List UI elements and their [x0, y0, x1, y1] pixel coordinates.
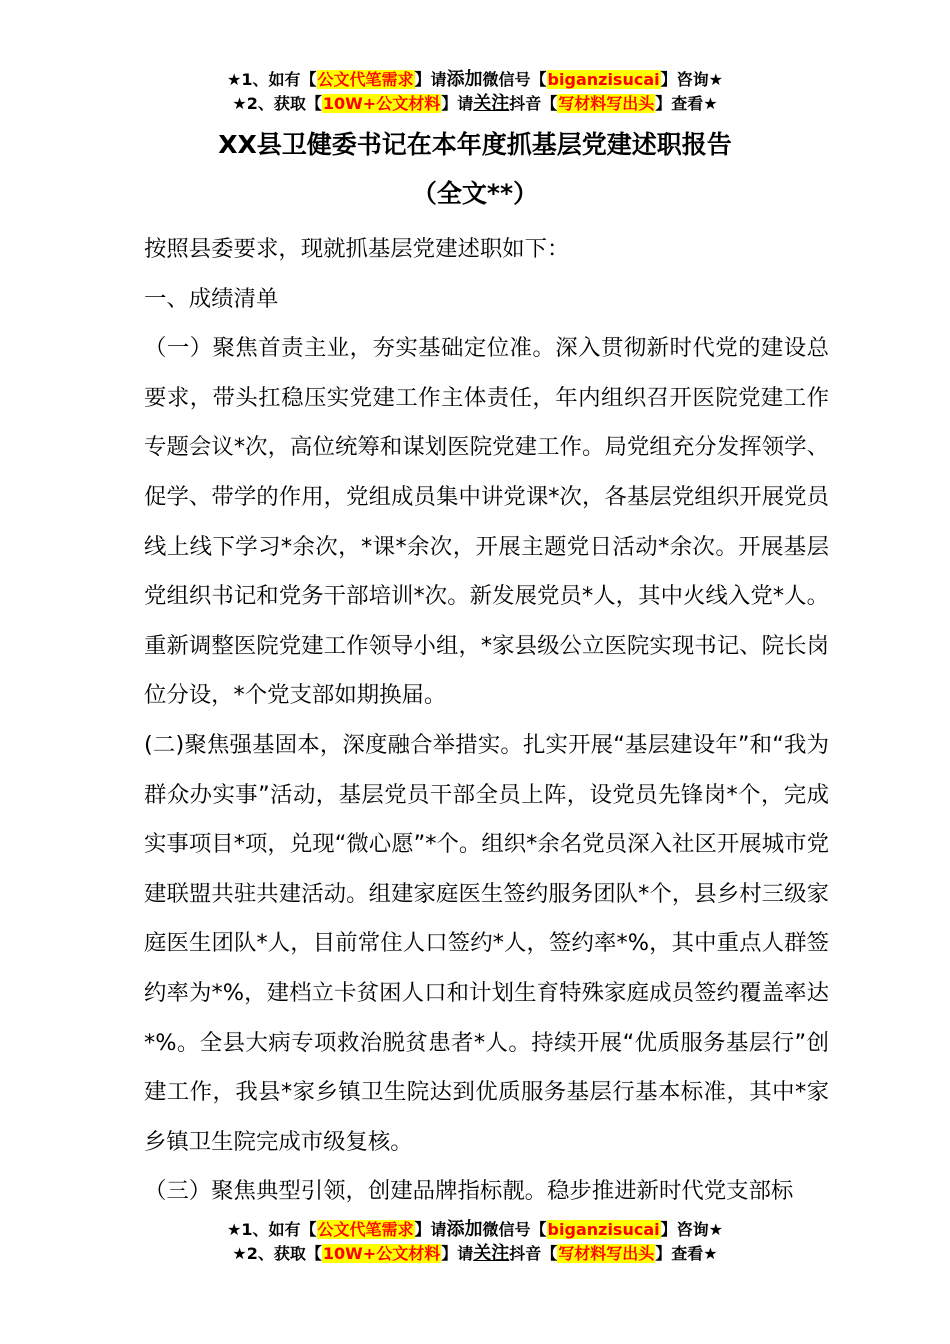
document-title: XX县卫健委书记在本年度抓基层党建述职报告 — [218, 130, 732, 159]
promo-text: 微信号【 — [482, 1220, 547, 1239]
promo-highlight: biganzisucai — [547, 1220, 660, 1239]
promo-highlight: 10W+公文材料 — [322, 1244, 441, 1263]
promo-line-2 — [0, 92, 950, 116]
promo-text: ★2、获取【 — [232, 1244, 322, 1263]
promo-highlight: 10W+公文材料 — [322, 94, 441, 113]
document-body — [144, 225, 829, 1217]
bottom-promo-banner — [0, 1218, 950, 1266]
promo-line-2 — [0, 1242, 950, 1266]
promo-line-1 — [0, 68, 950, 92]
promo-text: 】请 — [441, 94, 474, 113]
top-promo-banner — [0, 68, 950, 116]
promo-text: 微信号【 — [482, 70, 547, 89]
promo-text: 】咨询★ — [660, 1220, 723, 1239]
promo-emphasis: 添加 — [446, 1219, 483, 1240]
promo-text: 】请 — [414, 70, 447, 89]
promo-text: 】请 — [441, 1244, 474, 1263]
promo-text: 】查看★ — [655, 1244, 718, 1263]
paragraph-item-2: (二)聚焦强基固本，深度融合举措实。扎实开展“基层建设年”和“我为群众办实事”活动，基层党员干部全员上阵，设党员先锋岗*个，完成实事项目*项，兑现“微心愿”*个。组织*余名党员深入社区开展城市党建联盟共驻共建活动。组建家庭医生签约服务团队*个，县乡村三级家庭医生团队*人，目前常住人口签约*人，签约率*%，其中重点人群签约率为*%，建档立卡贫困人口和计划生育特殊家庭成员签约覆盖率达*%。全县大病专项救治脱贫患者*人。持续开展“优质服务基层行”创建工作，我县*家乡镇卫生院达到优质服务基层行基本标准，其中*家乡镇卫生院完成市级复核。 — [144, 731, 829, 1155]
promo-highlight: 公文代笔需求 — [317, 70, 414, 89]
section-heading: 一、成绩清单 — [144, 285, 279, 312]
promo-highlight: 写材料写出头 — [558, 94, 655, 113]
promo-line-1 — [0, 1218, 950, 1242]
promo-highlight: biganzisucai — [547, 70, 660, 89]
paragraph-item-1: （一）聚焦首责主业，夯实基础定位准。深入贯彻新时代党的建设总要求，带头扛稳压实党建工作主体责任，年内组织召开医院党建工作专题会议*次，高位统筹和谋划医院党建工作。局党组充分发挥领学、促学、带学的作用，党组成员集中讲党课*次，各基层党组织开展党员线上线下学习*余次，*课*余次，开展主题党日活动*余次。开展基层党组织书记和党务干部培训*次。新发展党员*人，其中火线入党*人。重新调整医院党建工作领导小组，*家县级公立医院实现书记、院长岗位分设，*个党支部如期换届。 — [144, 335, 829, 709]
promo-text: ★2、获取【 — [232, 94, 322, 113]
promo-highlight: 写材料写出头 — [558, 1244, 655, 1263]
promo-text: 】请 — [414, 1220, 447, 1239]
promo-text: 】咨询★ — [660, 70, 723, 89]
paragraph-intro: 按照县委要求，现就抓基层党建述职如下： — [144, 236, 570, 262]
document-subtitle: （全文**） — [411, 179, 539, 208]
promo-text: ★1、如有【 — [227, 70, 317, 89]
promo-text: 抖音【 — [509, 1244, 558, 1263]
paragraph-item-3: （三）聚焦典型引领，创建品牌指标靓。稳步推进新时代党支部标 — [144, 1178, 794, 1205]
promo-text: 】查看★ — [655, 94, 718, 113]
promo-text: ★1、如有【 — [227, 1220, 317, 1239]
promo-emphasis: 关注 — [473, 93, 510, 114]
promo-emphasis: 关注 — [473, 1243, 510, 1264]
promo-emphasis: 添加 — [446, 69, 483, 90]
promo-text: 抖音【 — [509, 94, 558, 113]
promo-highlight: 公文代笔需求 — [317, 1220, 414, 1239]
